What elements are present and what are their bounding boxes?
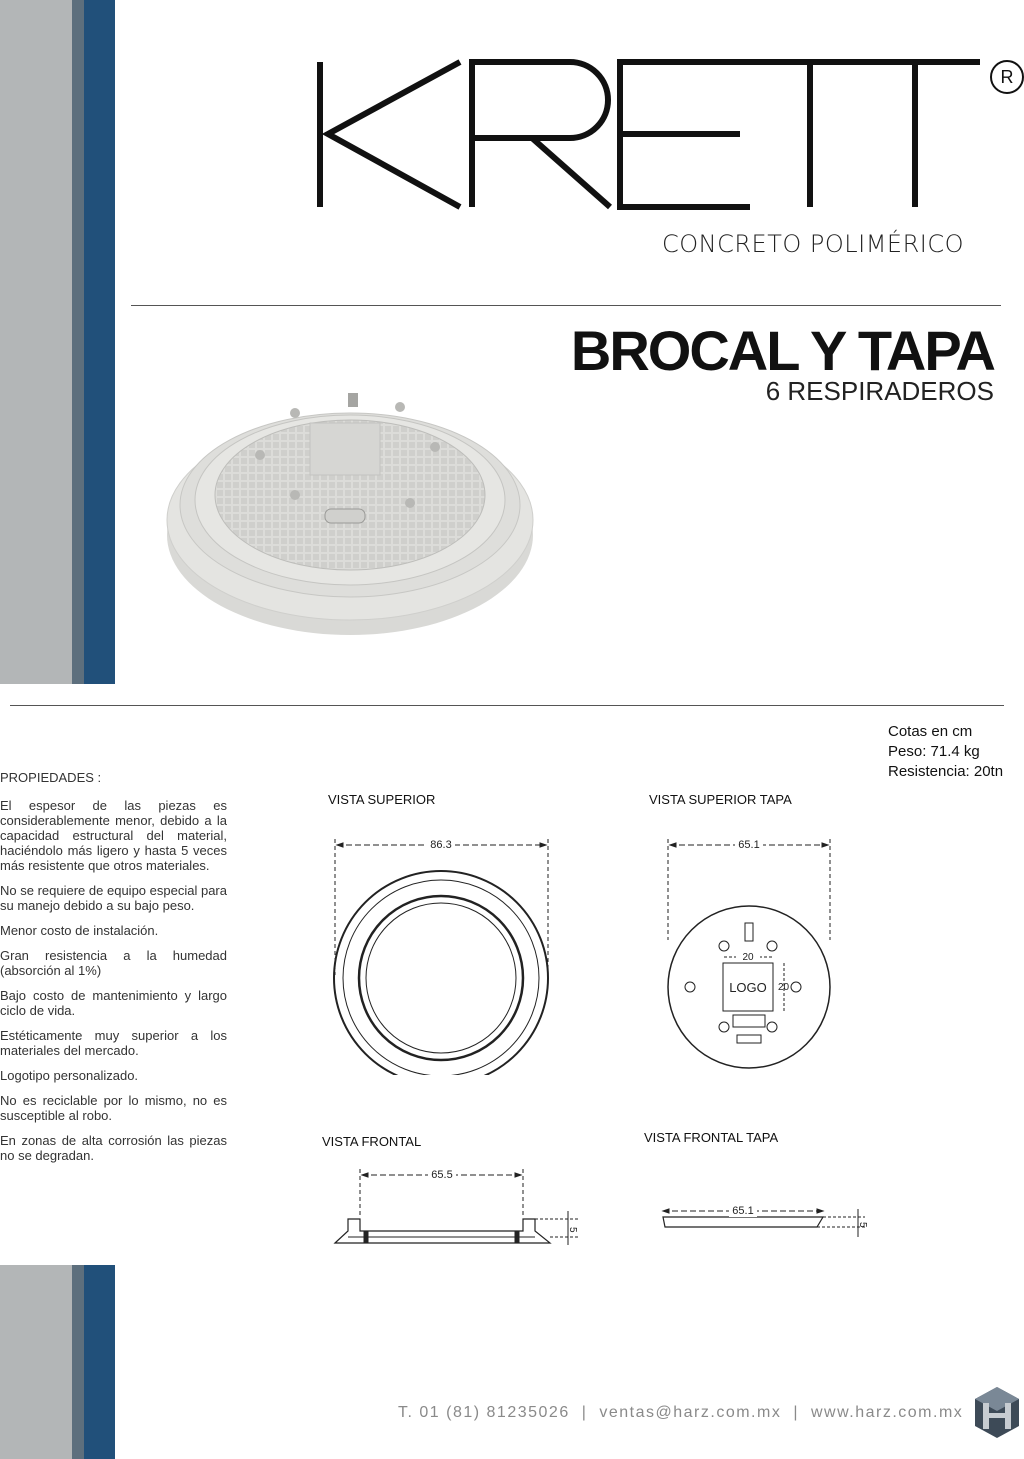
footer-contact [398, 1404, 963, 1422]
section-divider [10, 705, 1004, 706]
property-item: Logotipo personalizado. [0, 1068, 139, 1083]
property-item: No es reciclable por lo mismo, no es susceptible al robo. [0, 1093, 227, 1123]
front-view-lid-height: 5 [857, 1222, 868, 1228]
company-logo-icon [973, 1385, 1021, 1440]
property-item: Estéticamente muy superior a los materiales del mercado. [0, 1028, 227, 1058]
property-item: Gran resistencia a la humedad (absorción al 1%) [0, 948, 227, 978]
brand-tagline: CONCRETO POLIMÉRICO [662, 230, 964, 258]
side-bar-blue-bottom [84, 1265, 115, 1459]
top-view-lid-label: VISTA SUPERIOR TAPA [649, 792, 792, 807]
front-view-label: VISTA FRONTAL [322, 1134, 422, 1149]
brand-logo [310, 52, 1000, 217]
side-bar-gray-top [0, 0, 72, 684]
side-bar-gray-bottom [0, 1265, 72, 1459]
front-view-drawing [330, 1165, 580, 1250]
top-view-drawing [325, 835, 560, 1075]
front-view-height: 5 [567, 1227, 578, 1233]
front-view-lid-drawing [655, 1195, 870, 1245]
lid-square-height: 20 [778, 982, 790, 993]
header-divider [131, 305, 1001, 306]
product-subtitle: 6 RESPIRADEROS [765, 376, 994, 406]
side-bar-blue-top [84, 0, 115, 684]
property-item: Menor costo de instalación. [0, 923, 159, 938]
properties-list [0, 798, 227, 1173]
lid-logo-text: LOGO [729, 980, 767, 995]
specs-block [888, 722, 1003, 782]
specs-weight: Peso: 71.4 kg [888, 743, 980, 760]
product-photo [160, 385, 545, 640]
registered-mark: R [990, 60, 1024, 94]
footer-separator: | [793, 1404, 799, 1421]
front-view-dimension: 65.5 [431, 1169, 453, 1181]
product-title: BROCAL Y TAPA [570, 319, 994, 382]
lid-square-width: 20 [742, 952, 754, 963]
front-view-lid-dimension: 65.1 [732, 1205, 754, 1217]
footer-separator: | [581, 1404, 588, 1421]
properties-heading: PROPIEDADES : [0, 770, 102, 785]
footer-website[interactable]: www.harz.com.mx [810, 1404, 964, 1421]
footer-email[interactable]: ventas@harz.com.mx [599, 1404, 782, 1421]
property-item: Bajo costo de mantenimiento y largo ciclo de vida. [0, 988, 227, 1018]
top-view-lid-dimension: 65.1 [738, 839, 760, 851]
top-view-dimension: 86.3 [430, 839, 452, 851]
footer-phone: T. 01 (81) 81235026 [398, 1404, 570, 1421]
specs-resistance: Resistencia: 20tn [888, 763, 1004, 780]
top-view-lid-drawing [660, 835, 840, 1075]
top-view-label: VISTA SUPERIOR [328, 792, 436, 807]
property-item: No se requiere de equipo especial para su manejo debido a su bajo peso. [0, 883, 227, 913]
side-bar-slate-top [72, 0, 84, 684]
specs-units: Cotas en cm [888, 723, 973, 740]
property-item: El espesor de las piezas es considerablemente menor, debido a la capacidad estructural del material, haciéndolo más ligero y hasta 5 veces más resistente que otros materiales. [0, 798, 227, 873]
side-bar-slate-bottom [72, 1265, 84, 1459]
property-item: En zonas de alta corrosión las piezas no se degradan. [0, 1133, 227, 1163]
front-view-lid-label: VISTA FRONTAL TAPA [644, 1130, 779, 1145]
